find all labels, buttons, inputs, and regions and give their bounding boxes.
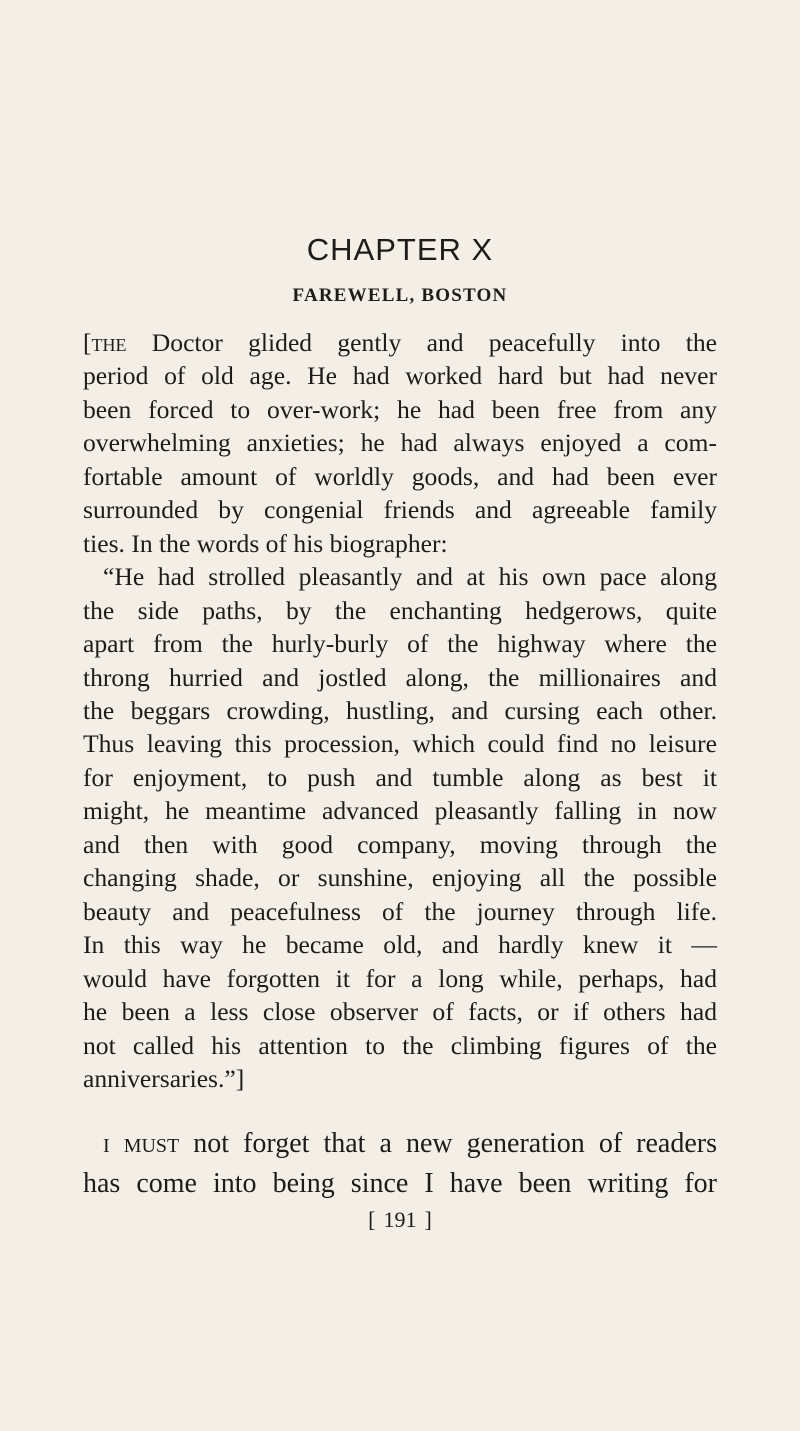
first-word: i must xyxy=(103,1128,180,1159)
quote-line: In this way he became old, and hardly knew it — xyxy=(83,930,717,960)
text-line: ties. In the words of his biographer: xyxy=(83,528,448,558)
quote-line: “He had strolled pleasantly and at his own pace along xyxy=(103,562,717,592)
text-line xyxy=(83,326,717,359)
page-number-close-bracket: ] xyxy=(424,1207,432,1232)
quote-line: beauty and peacefulness of the journey through life. xyxy=(83,896,717,926)
main-paragraph xyxy=(83,1124,717,1204)
quote-line: and then with good company, moving through the xyxy=(83,829,717,859)
open-bracket: [ xyxy=(83,328,92,357)
quote-line: the side paths, by the enchanting hedgerows, quite xyxy=(83,595,717,625)
text-line: period of old age. He had worked hard but had never xyxy=(83,361,717,391)
quote-line: apart from the hurly-burly of the highway where the xyxy=(83,629,717,659)
text-line: overwhelming anxieties; he had always enjoyed a com- xyxy=(83,428,717,458)
first-word: the xyxy=(91,328,127,357)
text-line: fortable amount of worldly goods, and had been ever xyxy=(83,461,717,491)
quote-line: not called his attention to the climbing figures of the xyxy=(83,1030,717,1060)
quote-line: changing shade, or sunshine, enjoying all the possible xyxy=(83,863,717,893)
page-number xyxy=(0,1207,800,1233)
quote-line: throng hurried and jostled along, the millionaires and xyxy=(83,662,717,692)
line-text: not forget that a new generation of readers xyxy=(179,1128,717,1159)
page-number-value: 191 xyxy=(383,1207,417,1232)
quote-line: would have forgotten it for a long while, perhaps, had xyxy=(83,963,717,993)
text-line: surrounded by congenial friends and agreeable family xyxy=(83,495,717,525)
quote-line: Thus leaving this procession, which could find no leisure xyxy=(83,729,717,759)
quote-line: might, he meantime advanced pleasantly falling in now xyxy=(83,796,717,826)
quote-line: for enjoyment, to push and tumble along as best it xyxy=(83,762,717,792)
intro-paragraph xyxy=(83,326,717,1095)
text-line: has come into being since I have been writing for xyxy=(83,1168,717,1199)
chapter-title: FAREWELL, BOSTON xyxy=(292,285,508,306)
quote-line: he been a less close observer of facts, or if others had xyxy=(83,997,717,1027)
text-line xyxy=(83,1124,717,1164)
quote-line: anniversaries.”] xyxy=(83,1063,245,1093)
page-number-open-bracket: [ xyxy=(368,1207,376,1232)
chapter-heading: CHAPTER X xyxy=(306,232,494,267)
line-text: Doctor glided gently and peacefully into the xyxy=(126,328,717,357)
quote-line: the beggars crowding, hustling, and cursing each other. xyxy=(83,695,717,725)
text-line: been forced to over-work; he had been free from any xyxy=(83,394,717,424)
